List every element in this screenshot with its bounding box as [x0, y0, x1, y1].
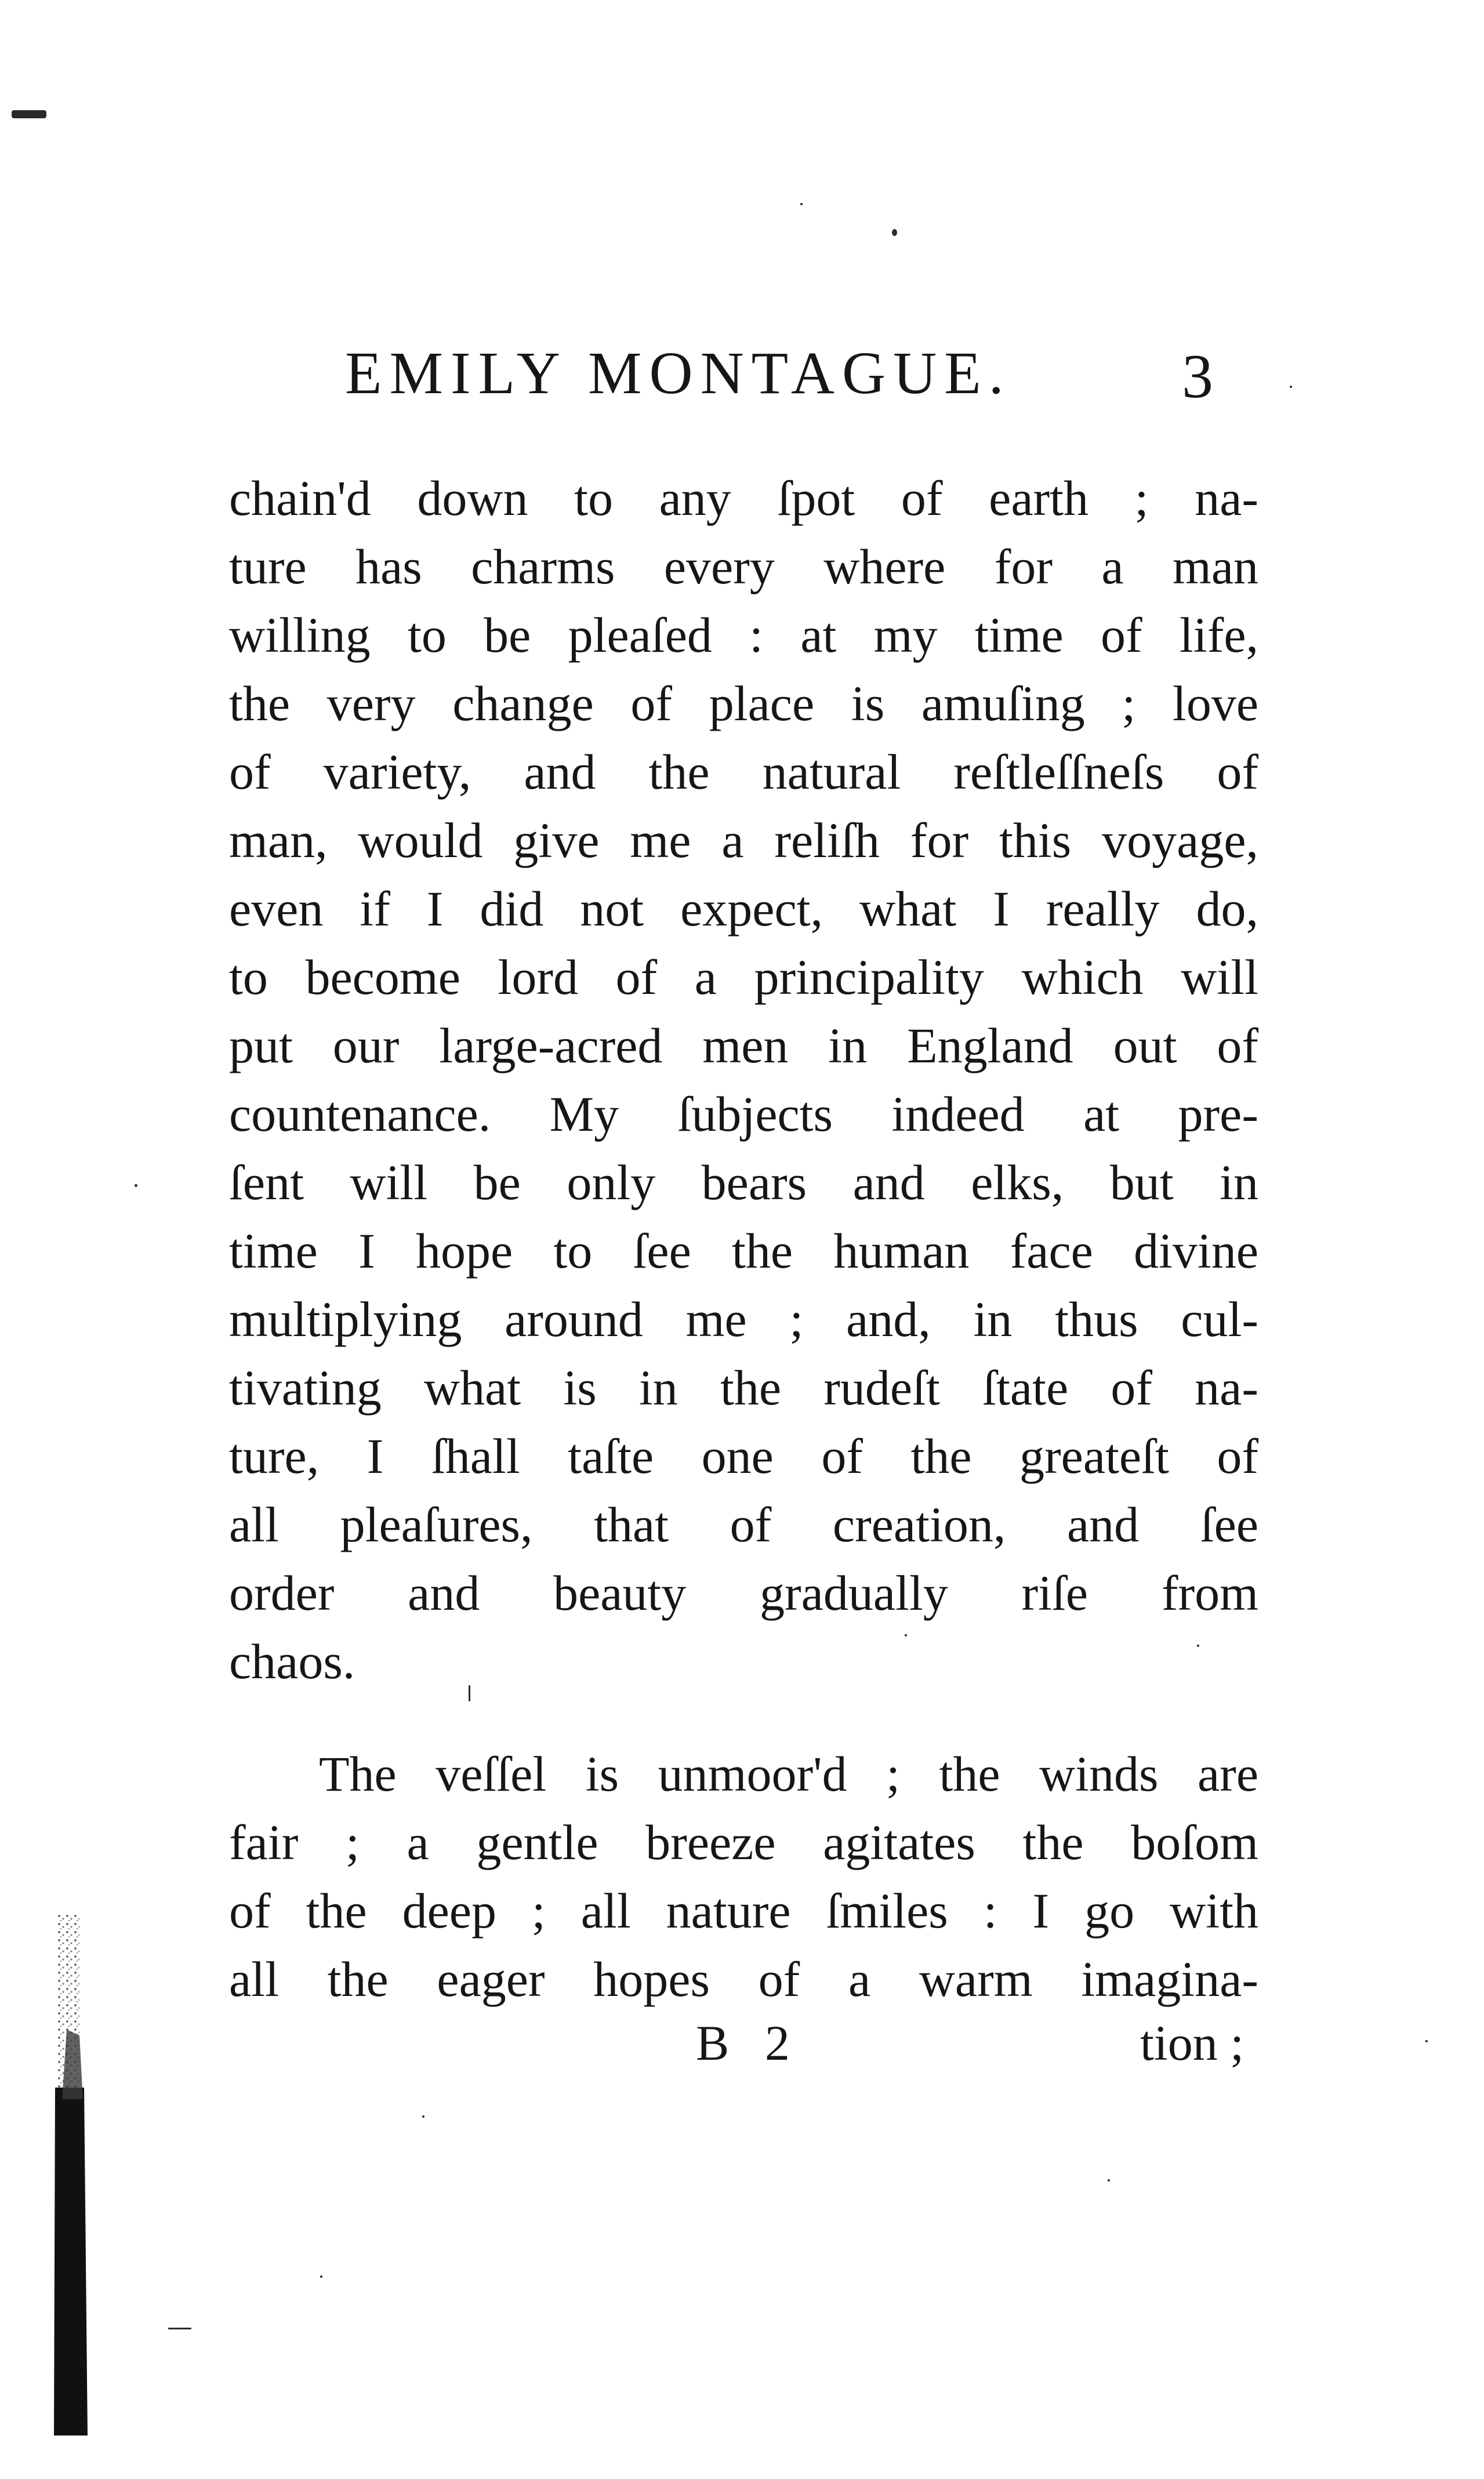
text-line: of variety, and the natural reſtleſſneſs of	[229, 744, 1258, 800]
text-line: multiplying around me ; and, in thus cul-	[229, 1291, 1258, 1347]
text-line: all the eager hopes of a warm imagina-	[229, 1951, 1258, 2007]
running-head-title: EMILY MONTAGUE.	[345, 340, 1011, 406]
text-line: tivating what is in the rudeſt ſtate of na-	[229, 1360, 1258, 1415]
text-line: the very change of place is amuſing ; love	[229, 676, 1258, 731]
paragraph-2	[229, 1740, 1258, 2013]
text-line: chaos.	[229, 1634, 355, 1689]
text-line: ſent will be only bears and elks, but in	[229, 1155, 1258, 1210]
text-line: to become lord of a principality which will	[229, 949, 1258, 1005]
text-line: ture has charms every where for a man	[229, 539, 1258, 594]
text-line: chain'd down to any ſpot of earth ; na-	[229, 470, 1258, 526]
ink-speck	[800, 203, 803, 205]
text-line: ture, I ſhall taſte one of the greateſt of	[229, 1428, 1258, 1484]
signature-mark: B 2	[696, 2015, 801, 2071]
ink-speck	[1290, 386, 1292, 388]
ink-speck	[1108, 2179, 1110, 2182]
ink-speck	[905, 1634, 907, 1636]
text-line: even if I did not expect, what I really do,	[229, 881, 1258, 937]
ink-speck	[469, 1685, 470, 1701]
ink-speck	[12, 110, 46, 118]
text-line: put our large-acred men in England out of	[229, 1018, 1258, 1073]
ink-speck	[892, 229, 897, 236]
text-line: order and beauty gradually riſe from	[229, 1565, 1258, 1621]
text-line: willing to be pleaſed : at my time of life,	[229, 607, 1258, 663]
text-line: fair ; a gentle breeze agitates the boſom	[229, 1814, 1258, 1870]
text-line: of the deep ; all nature ſmiles : I go with	[229, 1883, 1258, 1939]
text-line: all pleaſures, that of creation, and ſee	[229, 1497, 1258, 1552]
ink-speck	[135, 1184, 137, 1187]
ink-speck	[1197, 1645, 1199, 1647]
paragraph-1	[229, 464, 1258, 1696]
text-line: man, would give me a reliſh for this voyage,	[229, 812, 1258, 868]
page-number: 3	[1182, 342, 1213, 411]
text-line: countenance. My ſubjects indeed at pre-	[229, 1086, 1258, 1142]
binding-shadow	[49, 1914, 119, 2436]
ink-speck	[168, 2328, 191, 2329]
ink-speck	[1425, 2040, 1428, 2042]
text-line: The veſſel is unmoor'd ; the winds are	[319, 1746, 1258, 1802]
catchword: tion ;	[1140, 2015, 1244, 2071]
ink-speck	[320, 2275, 322, 2278]
text-line: time I hope to ſee the human face divine	[229, 1223, 1258, 1279]
ink-speck	[422, 2115, 424, 2118]
